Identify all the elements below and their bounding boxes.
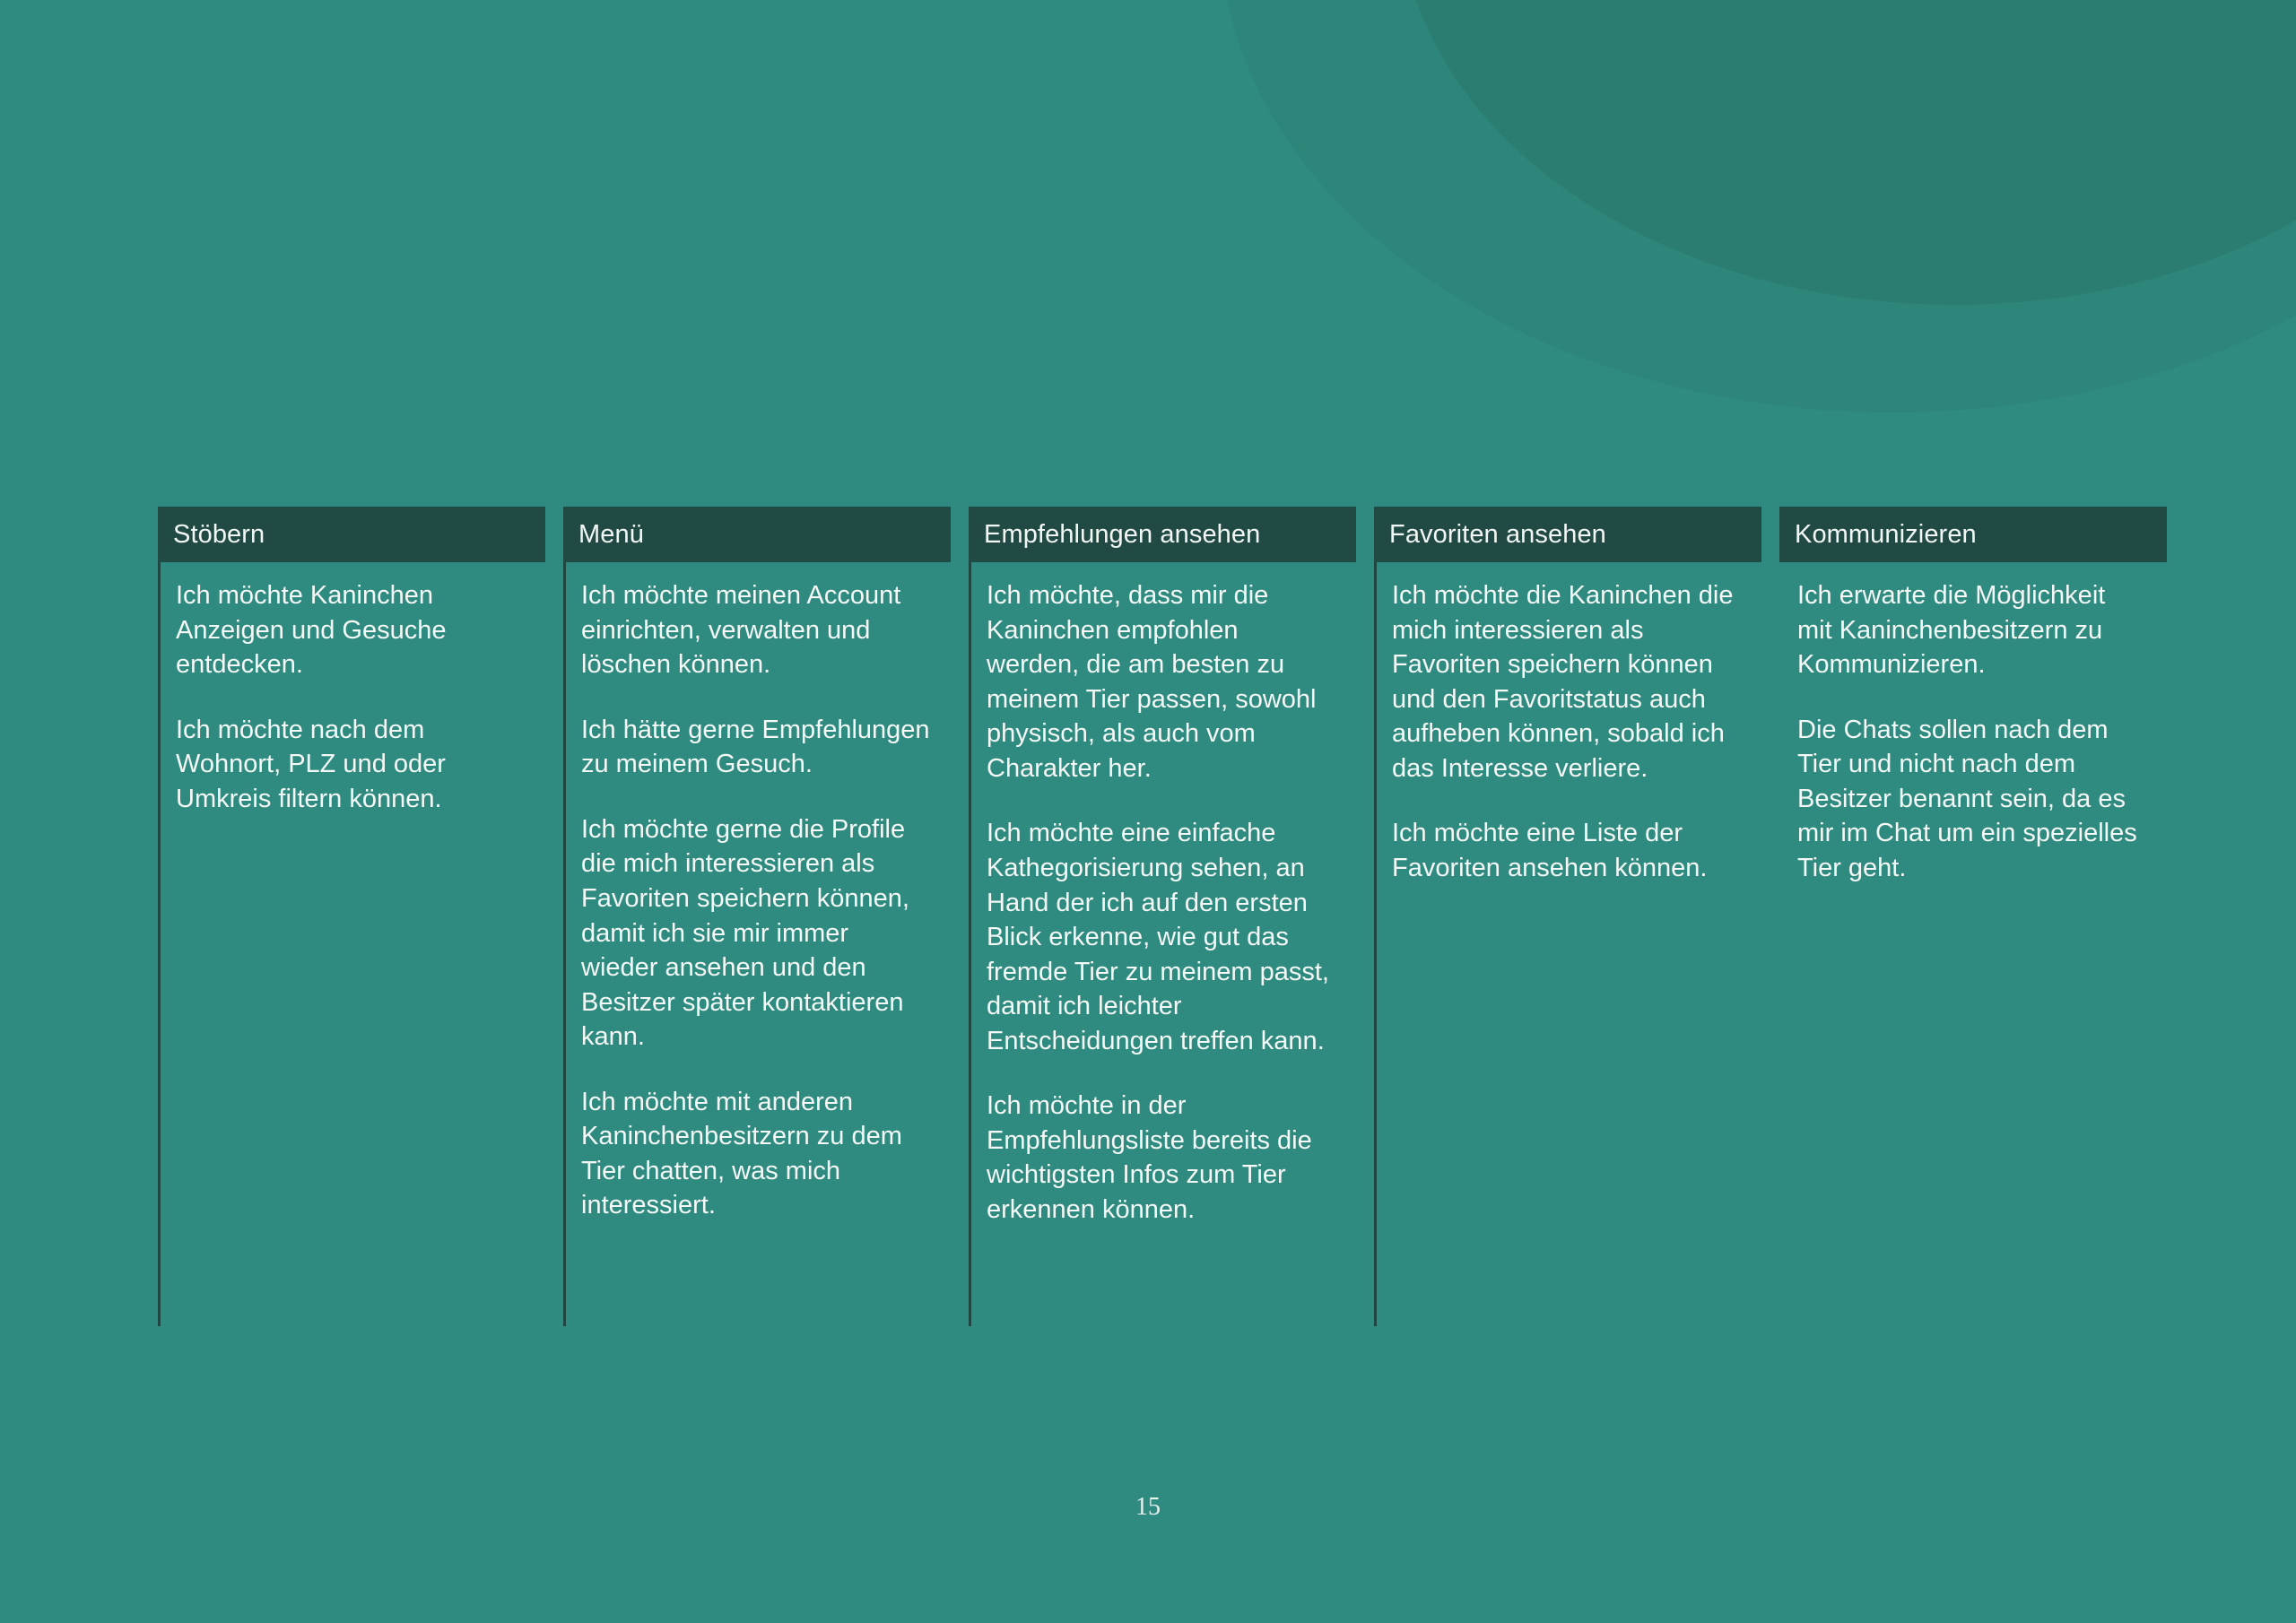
background-blob-outer xyxy=(1220,0,2296,412)
column-body xyxy=(1779,562,2167,1326)
story-card: Ich möchte in der Empfehlungsliste bereits die wichtigsten Infos zum Tier erkennen können. xyxy=(987,1091,1312,1224)
story-card: Die Chats sollen nach dem Tier und nicht nach dem Besitzer benannt sein, da es mir im Chat um ein spezielles Tier geht. xyxy=(1797,715,2137,882)
column-body xyxy=(563,562,951,1326)
column-header: Stöbern xyxy=(158,507,545,562)
story-column-stoebern xyxy=(158,507,545,1326)
column-header: Empfehlungen ansehen xyxy=(969,507,1356,562)
column-body xyxy=(158,562,545,1326)
story-card: Ich möchte, dass mir die Kaninchen empfohlen werden, die am besten zu meinem Tier passen, sowohl physisch, als auch vom Charakter her. xyxy=(987,581,1317,783)
story-card: Ich möchte eine einfache Kathegorisierung sehen, an Hand der ich auf den ersten Blick erkenne, wie gut das fremde Tier zu meinem passt, damit ich leichter Entscheidungen treffen kann. xyxy=(987,819,1329,1055)
background-blob-inner xyxy=(1399,0,2296,305)
story-column-menue xyxy=(563,507,951,1326)
story-card: Ich möchte Kaninchen Anzeigen und Gesuche entdecken. xyxy=(176,581,447,680)
story-card: Ich möchte gerne die Profile die mich interessieren als Favoriten speichern können, damit ich sie mir immer wieder ansehen und den Besitzer später kontaktieren kann. xyxy=(581,814,909,1052)
story-card: Ich hätte gerne Empfehlungen zu meinem Gesuch. xyxy=(581,715,930,779)
story-card: Ich möchte die Kaninchen die mich interessieren als Favoriten speichern können und den Favoritstatus auch aufheben können, sobald ich das Interesse verliere. xyxy=(1392,581,1734,783)
story-card: Ich möchte eine Liste der Favoriten ansehen können. xyxy=(1392,819,1708,882)
story-column-empfehlungen-ansehen xyxy=(969,507,1356,1326)
story-card: Ich möchte meinen Account einrichten, verwalten und löschen können. xyxy=(581,581,901,680)
story-column-favoriten-ansehen xyxy=(1374,507,1761,1326)
column-body xyxy=(969,562,1356,1326)
story-card: Ich erwarte die Möglichkeit mit Kaninchenbesitzern zu Kommunizieren. xyxy=(1797,581,2106,680)
column-header: Favoriten ansehen xyxy=(1374,507,1761,562)
user-story-board xyxy=(158,507,2136,1326)
column-body xyxy=(1374,562,1761,1326)
column-header: Menü xyxy=(563,507,951,562)
story-card: Ich möchte mit anderen Kaninchenbesitzern zu dem Tier chatten, was mich interessiert. xyxy=(581,1087,902,1220)
page-number: 15 xyxy=(1135,1493,1161,1521)
story-card: Ich möchte nach dem Wohnort, PLZ und oder Umkreis filtern können. xyxy=(176,715,446,813)
story-column-kommunizieren xyxy=(1779,507,2167,1326)
column-header: Kommunizieren xyxy=(1779,507,2167,562)
